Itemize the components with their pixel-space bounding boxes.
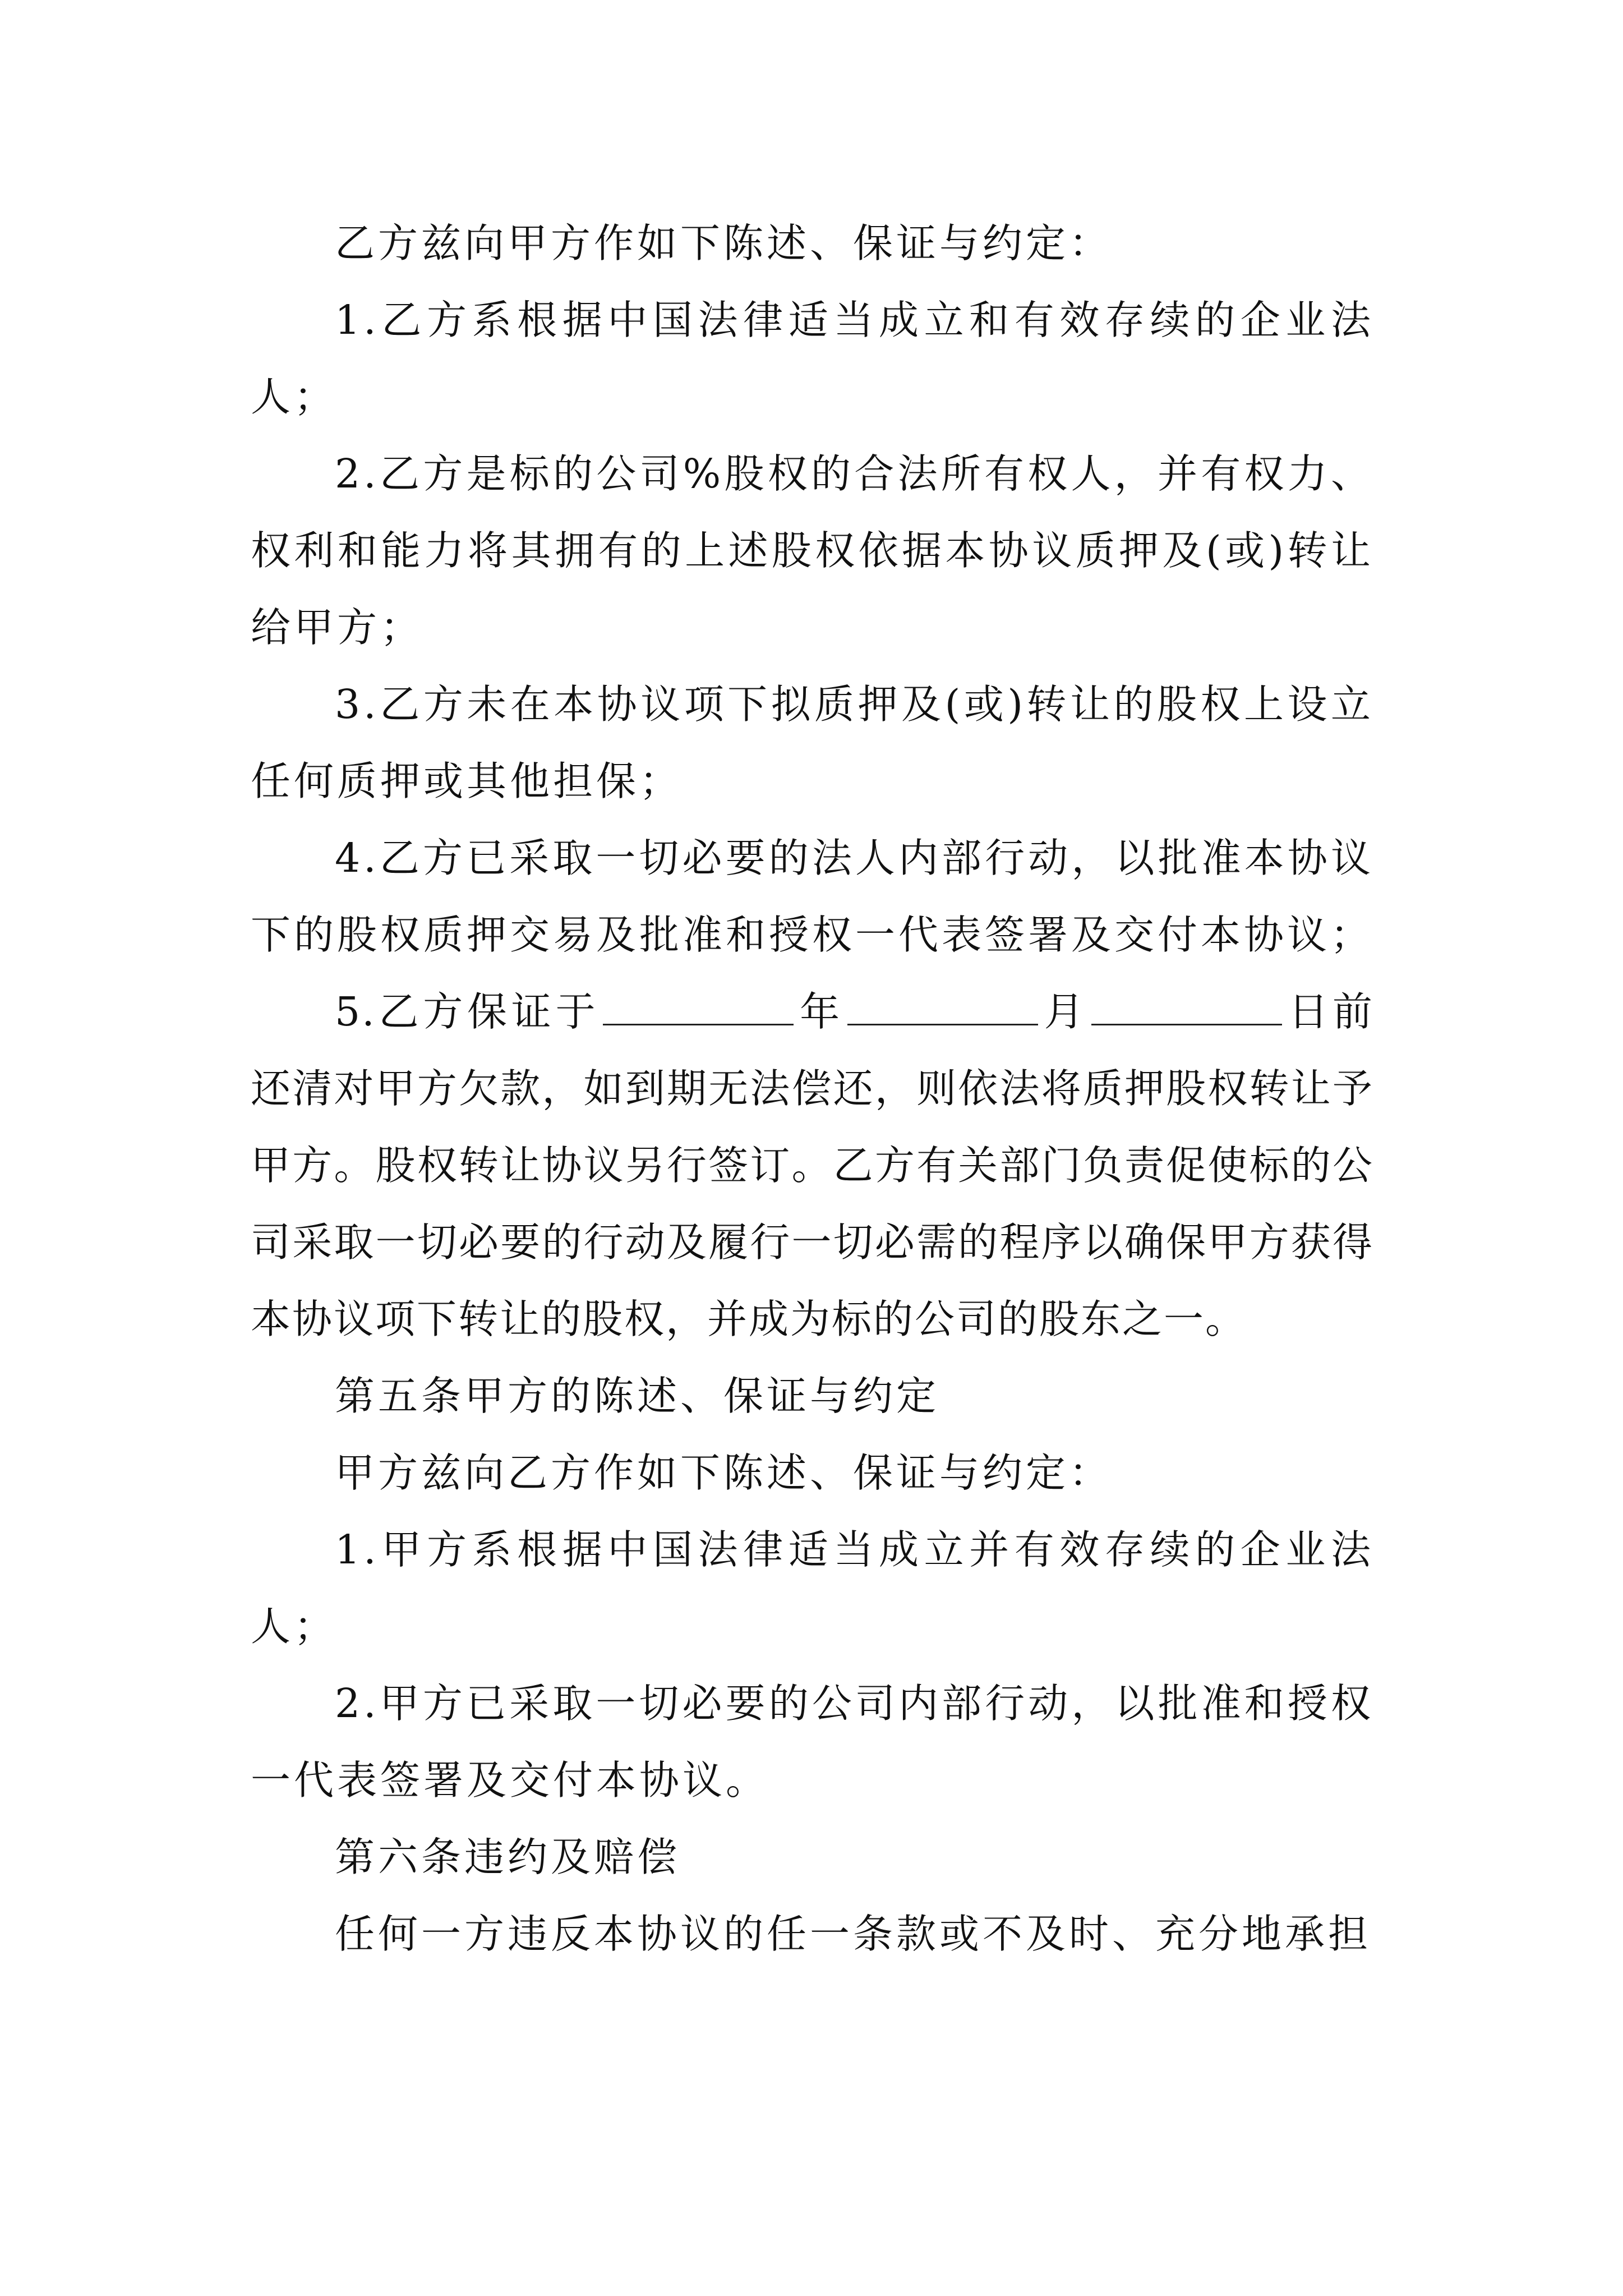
- clause-a-1: 1.甲方系根据中国法律适当成立并有效存续的企业法人；: [251, 1526, 1374, 1650]
- blank-line-year: [603, 986, 794, 1025]
- clause-b-3: 3.乙方未在本协议项下拟质押及(或)转让的股权上设立任何质押或其他担保；: [251, 681, 1374, 804]
- clause-b-5-rest: 日前还清对甲方欠款，如到期无法偿还，则依法将质押股权转让予甲方。股权转让协议另行签订。乙方有关部门负责促使标的公司采取一切必要的行动及履行一切必需的程序以确保甲方获得本协议项下转让的股权，并成为标的公司的股东之一。: [251, 988, 1374, 1342]
- month-label: 月: [1041, 988, 1089, 1035]
- year-label: 年: [797, 988, 844, 1035]
- clause-b-4: 4.乙方已采取一切必要的法人内部行动，以批准本协议下的股权质押交易及批准和授权一代表签署及交付本协议；: [251, 835, 1374, 958]
- blank-line-month: [847, 986, 1038, 1025]
- paragraph-breach: 任何一方违反本协议的任一条款或不及时、充分地承担: [335, 1911, 1372, 1957]
- clause-b-2: 2.乙方是标的公司%股权的合法所有权人，并有权力、权利和能力将其拥有的上述股权依据本协议质押及(或)转让给甲方；: [251, 450, 1374, 651]
- clause-b-5: [251, 973, 1374, 1358]
- document-body: [251, 205, 1374, 1972]
- clause-b-1: 1.乙方系根据中国法律适当成立和有效存续的企业法人；: [251, 297, 1374, 420]
- paragraph-intro-party-b: 乙方兹向甲方作如下陈述、保证与约定：: [335, 220, 1113, 266]
- clause-a-2: 2.甲方已采取一切必要的公司内部行动，以批准和授权一代表签署及交付本协议。: [251, 1680, 1374, 1803]
- clause-b-5-prefix: 5.乙方保证于: [335, 988, 600, 1035]
- blank-line-day: [1091, 986, 1282, 1025]
- paragraph-intro-party-a: 甲方兹向乙方作如下陈述、保证与约定：: [335, 1450, 1113, 1496]
- heading-article-6: 第六条违约及赔偿: [335, 1834, 681, 1880]
- heading-article-5: 第五条甲方的陈述、保证与约定: [335, 1373, 940, 1419]
